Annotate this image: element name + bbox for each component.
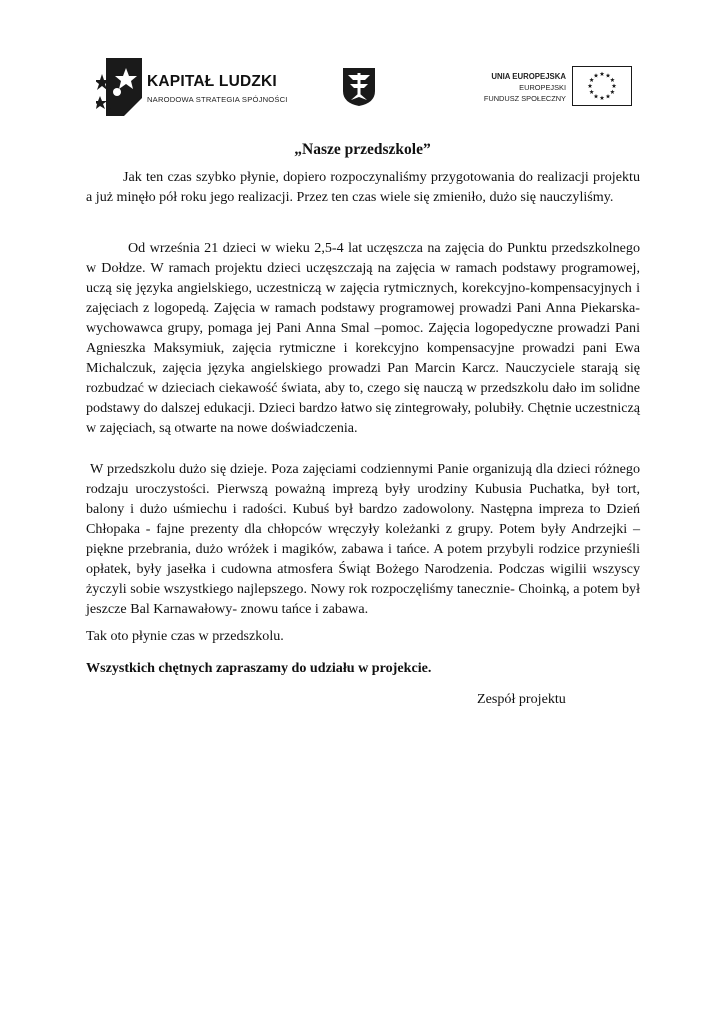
paragraph-invitation: Wszystkich chętnych zapraszamy do udziału w projekcie. — [86, 660, 432, 676]
document-title: „Nasze przedszkole” — [294, 141, 431, 158]
kapital-ludzki-emblem-icon — [96, 58, 142, 116]
paragraph-events: W przedszkolu dużo się dzieje. Poza zajęciami codziennymi Panie organizują dla dzieci różnego rodzaju uroczystości. Pierwszą poważną imprezą były urodziny Kubusia Puchatka, był tort, balony i dużo uśmiechu i radości. Kubuś był bardzo zadowolony. Następna impreza to Dzień Chłopaka - fajne prezenty dla chłopców wręczyły koleżanki z grupy. Potem były Andrzejki – piękne przebrania, dużo wróżek i magików, zabawa i tańce. A potem przybyli rodzice przynieśli opłatek, były jasełka i cudowna atmosfera Świąt Bożego Narodzenia. Podczas wigilii wszyscy życzyli sobie wszystkiego najlepszego. Nowy rok rozpoczęliśmy tanecznie- Choinką, a potem był jeszcze Bal Karnawałowy- znowu tańce i zabawa. — [86, 461, 640, 617]
eu-caption — [484, 71, 566, 104]
coat-of-arms-icon — [342, 67, 376, 107]
eu-fund-label-1: EUROPEJSKI — [519, 83, 566, 92]
paragraph-intro: Jak ten czas szybko płynie, dopiero rozpoczynaliśmy przygotowania do realizacji projektu a już minęło pół roku jego realizacji. Przez ten czas wiele się zmieniło, dużo się nauczyliśmy. — [86, 169, 640, 205]
kapital-ludzki-title: KAPITAŁ LUDZKI — [147, 73, 277, 90]
signature: Zespół projektu — [477, 691, 566, 707]
paragraph-classes: Od września 21 dzieci w wieku 2,5-4 lat uczęszcza na zajęcia do Punktu przedszkolnego w Dołdze. W ramach projektu dzieci uczęszczają na zajęcia w ramach podstawy programowej, uczą się języka angielskiego, uczestniczą w zajęcia rytmicznych, korekcyjno-kompensacyjnych i zajęciach z logopedą. Zajęcia w ramach podstawy programowej prowadzi Pani Anna Piekarska- wychowawca grupy, pomaga jej Pani Anna Smal –pomoc. Zajęcia logopedyczne prowadzi Pani Agnieszka Maksymiuk, zajęcia rytmiczne i korekcyjno kompensacyjne prowadzi pani Ewa Michalczuk, zajęcia języka angielskiego prowadzi Pan Marcin Karcz. Nauczyciele starają się rozbudzać w dzieciach ciekawość świata, aby to, czego się nauczą w przedszkolu dało im solidne podstawy do dalszej edukacji. Dzieci bardzo łatwo się zintegrowały, polubiły. Chętnie uczestniczą w zajęciach, są otwarte na nowe doświadczenia. — [86, 240, 640, 436]
kapital-ludzki-logo — [96, 58, 296, 116]
eu-union-label: UNIA EUROPEJSKA — [491, 72, 566, 81]
eu-flag-icon — [572, 66, 632, 106]
paragraph-closing: Tak oto płynie czas w przedszkolu. — [86, 628, 284, 644]
eu-fund-label-2: FUNDUSZ SPOŁECZNY — [483, 94, 566, 103]
kapital-ludzki-subtitle: NARODOWA STRATEGIA SPÓJNOŚCI — [147, 95, 288, 104]
